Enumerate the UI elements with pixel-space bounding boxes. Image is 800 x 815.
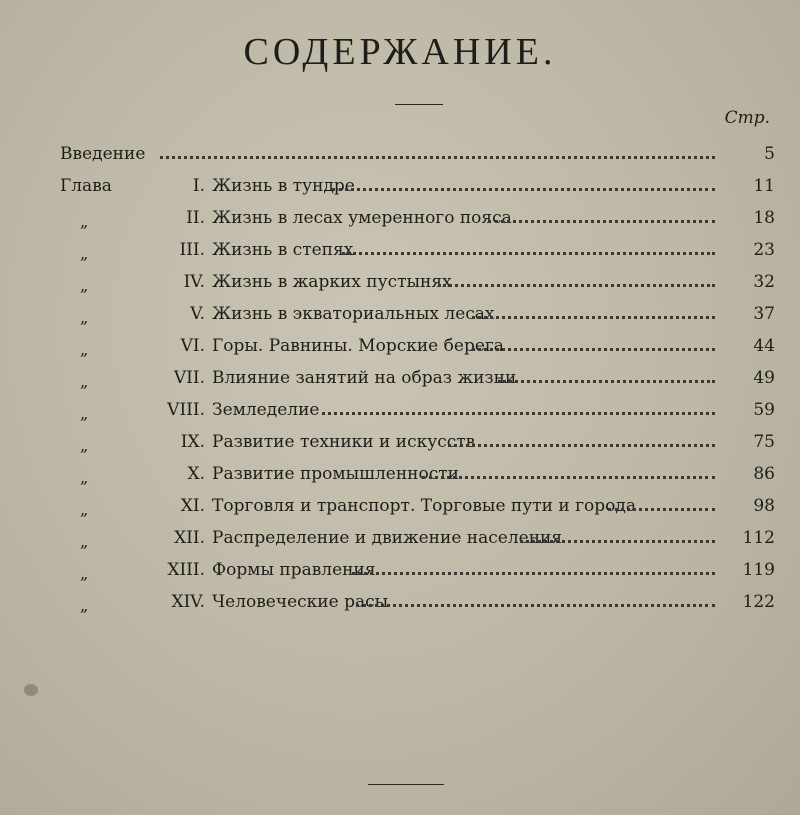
chapter-number: VI. xyxy=(180,336,205,356)
dot-leader xyxy=(422,476,715,479)
dot-leader xyxy=(608,508,715,511)
toc-entry-page: 32 xyxy=(753,272,775,292)
chapter-number: IX. xyxy=(180,432,205,452)
toc-entry-title: Развитие промышленности xyxy=(212,464,459,484)
toc-entry-title: Развитие техники и искусств xyxy=(212,432,476,452)
toc-row xyxy=(60,524,775,552)
ditto-mark: „ xyxy=(80,372,89,391)
dot-leader xyxy=(472,348,715,351)
dot-leader xyxy=(438,284,715,287)
toc-entry-page: 23 xyxy=(753,240,775,260)
dot-leader xyxy=(342,252,715,255)
dot-leader xyxy=(472,316,715,319)
toc-entry-title: Земледелие xyxy=(212,400,320,420)
chapter-number: X. xyxy=(187,464,205,484)
ditto-mark: „ xyxy=(80,308,89,327)
ditto-mark: „ xyxy=(80,500,89,519)
dot-leader xyxy=(498,380,715,383)
toc-row xyxy=(60,364,775,392)
chapter-number: V. xyxy=(190,304,205,324)
ditto-mark: „ xyxy=(80,340,89,359)
title-rule xyxy=(395,104,443,105)
toc-row xyxy=(60,204,775,232)
toc-entry-title: Влияние занятий на образ жизни xyxy=(212,368,517,388)
toc-row xyxy=(60,588,775,616)
chapter-number: III. xyxy=(179,240,205,260)
toc-entry-page: 5 xyxy=(764,144,775,164)
dot-leader xyxy=(332,188,715,191)
toc-entry-page: 37 xyxy=(753,304,775,324)
toc-row xyxy=(60,236,775,264)
dot-leader xyxy=(488,220,715,223)
toc-row xyxy=(60,396,775,424)
dot-leader xyxy=(520,540,715,543)
toc-entry-page: 75 xyxy=(753,432,775,452)
toc-entry-page: 112 xyxy=(742,528,775,548)
dot-leader xyxy=(160,156,715,159)
toc-entry-title: Введение xyxy=(60,144,146,164)
toc-row xyxy=(60,172,775,200)
ink-smudge xyxy=(24,684,38,696)
toc-row xyxy=(60,300,775,328)
chapter-number: IV. xyxy=(183,272,205,292)
toc-entry-page: 11 xyxy=(753,176,775,196)
toc-entry-title: Жизнь в экваториальных лесах xyxy=(212,304,495,324)
ditto-mark: „ xyxy=(80,244,89,263)
chapter-number: XII. xyxy=(174,528,205,548)
chapter-label: Глава xyxy=(60,176,112,196)
chapter-number: XIII. xyxy=(167,560,205,580)
toc-entry-title: Торговля и транспорт. Торговые пути и города xyxy=(212,496,636,516)
toc-entry-title: Жизнь в степях xyxy=(212,240,354,260)
toc-row xyxy=(60,428,775,456)
toc-entry-page: 122 xyxy=(742,592,775,612)
ditto-mark: „ xyxy=(80,212,89,231)
ditto-mark: „ xyxy=(80,276,89,295)
bottom-rule xyxy=(368,784,444,785)
dot-leader xyxy=(352,572,715,575)
ditto-mark: „ xyxy=(80,436,89,455)
dot-leader xyxy=(356,604,715,607)
toc-row xyxy=(60,268,775,296)
chapter-number: II. xyxy=(186,208,205,228)
toc-entry-page: 59 xyxy=(753,400,775,420)
ditto-mark: „ xyxy=(80,468,89,487)
toc-entry-title: Распределение и движение населения xyxy=(212,528,563,548)
toc-row xyxy=(60,556,775,584)
toc-entry-title: Жизнь в тундре xyxy=(212,176,355,196)
toc-entry-title: Горы. Равнины. Морские берега xyxy=(212,336,504,356)
toc-entry-title: Формы правления xyxy=(212,560,376,580)
toc-entry-page: 44 xyxy=(753,336,775,356)
dot-leader xyxy=(322,412,715,415)
ditto-mark: „ xyxy=(80,596,89,615)
chapter-number: VIII. xyxy=(167,400,205,420)
toc-row-intro xyxy=(60,140,775,168)
toc-row xyxy=(60,460,775,488)
ditto-mark: „ xyxy=(80,564,89,583)
toc-entry-page: 18 xyxy=(753,208,775,228)
page-title: СОДЕРЖАНИЕ. xyxy=(243,31,557,73)
toc-entry-page: 86 xyxy=(753,464,775,484)
toc-entry-title: Человеческие расы xyxy=(212,592,389,612)
toc-entry-title: Жизнь в лесах умеренного пояса xyxy=(212,208,512,228)
chapter-number: I. xyxy=(192,176,205,196)
page-column-header: Стр. xyxy=(724,108,770,128)
ditto-mark: „ xyxy=(80,532,89,551)
toc-row xyxy=(60,332,775,360)
toc-entry-page: 119 xyxy=(742,560,775,580)
dot-leader xyxy=(448,444,715,447)
chapter-number: XI. xyxy=(180,496,205,516)
chapter-number: XIV. xyxy=(171,592,205,612)
toc-entry-title: Жизнь в жарких пустынях xyxy=(212,272,452,292)
toc-row xyxy=(60,492,775,520)
toc-entry-page: 49 xyxy=(753,368,775,388)
toc-entry-page: 98 xyxy=(753,496,775,516)
chapter-number: VII. xyxy=(173,368,205,388)
ditto-mark: „ xyxy=(80,404,89,423)
